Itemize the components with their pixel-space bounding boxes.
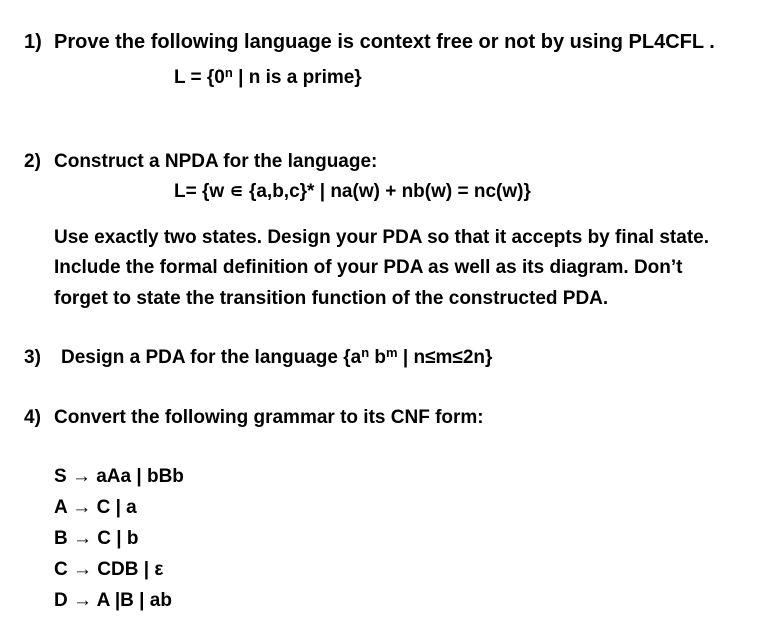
question-4-number: 4): [24, 407, 41, 428]
question-1-text: Prove the following language is context free or not by using PL4CFL .: [54, 31, 715, 53]
question-2-desc-line-2: Include the formal definition of your PDA as well as its diagram. Don’t: [54, 257, 683, 278]
question-1-language-suffix: | n is a prime}: [232, 67, 362, 88]
question-3-number: 3): [24, 347, 41, 368]
question-3-text: [61, 346, 492, 370]
question-2-language: L= {w ∊ {a,b,c}* | na(w) + nb(w) = nc(w)}: [174, 181, 531, 202]
grammar-rule-s: S → aAa | bBb: [54, 466, 184, 487]
question-4-text: Convert the following grammar to its CNF form:: [54, 407, 484, 428]
grammar-rule-a: A → C | a: [54, 497, 137, 518]
question-3-text-prefix: Design a PDA for the language {a: [61, 347, 362, 368]
grammar-rule-c: C → CDB | ε: [54, 559, 164, 580]
question-1-language: [174, 66, 362, 90]
question-3-text-suffix: | n≤m≤2n}: [397, 347, 493, 368]
grammar-rule-d: D → A |B | ab: [54, 590, 172, 611]
grammar-rule-b: B → C | b: [54, 528, 139, 549]
question-2-text: Construct a NPDA for the language:: [54, 151, 378, 172]
question-2-desc-line-1: Use exactly two states. Design your PDA so that it accepts by final state.: [54, 227, 709, 248]
question-1-language-prefix: L = {0: [174, 67, 225, 88]
question-3-text-mid: b: [369, 347, 387, 368]
question-3-exponent-n: n: [361, 345, 370, 360]
question-3-exponent-m: m: [386, 345, 398, 360]
question-2-number: 2): [24, 151, 41, 172]
question-1-number: 1): [24, 31, 42, 53]
question-1-language-exponent: n: [224, 65, 233, 80]
question-2-desc-line-3: forget to state the transition function of the constructed PDA.: [54, 288, 609, 309]
